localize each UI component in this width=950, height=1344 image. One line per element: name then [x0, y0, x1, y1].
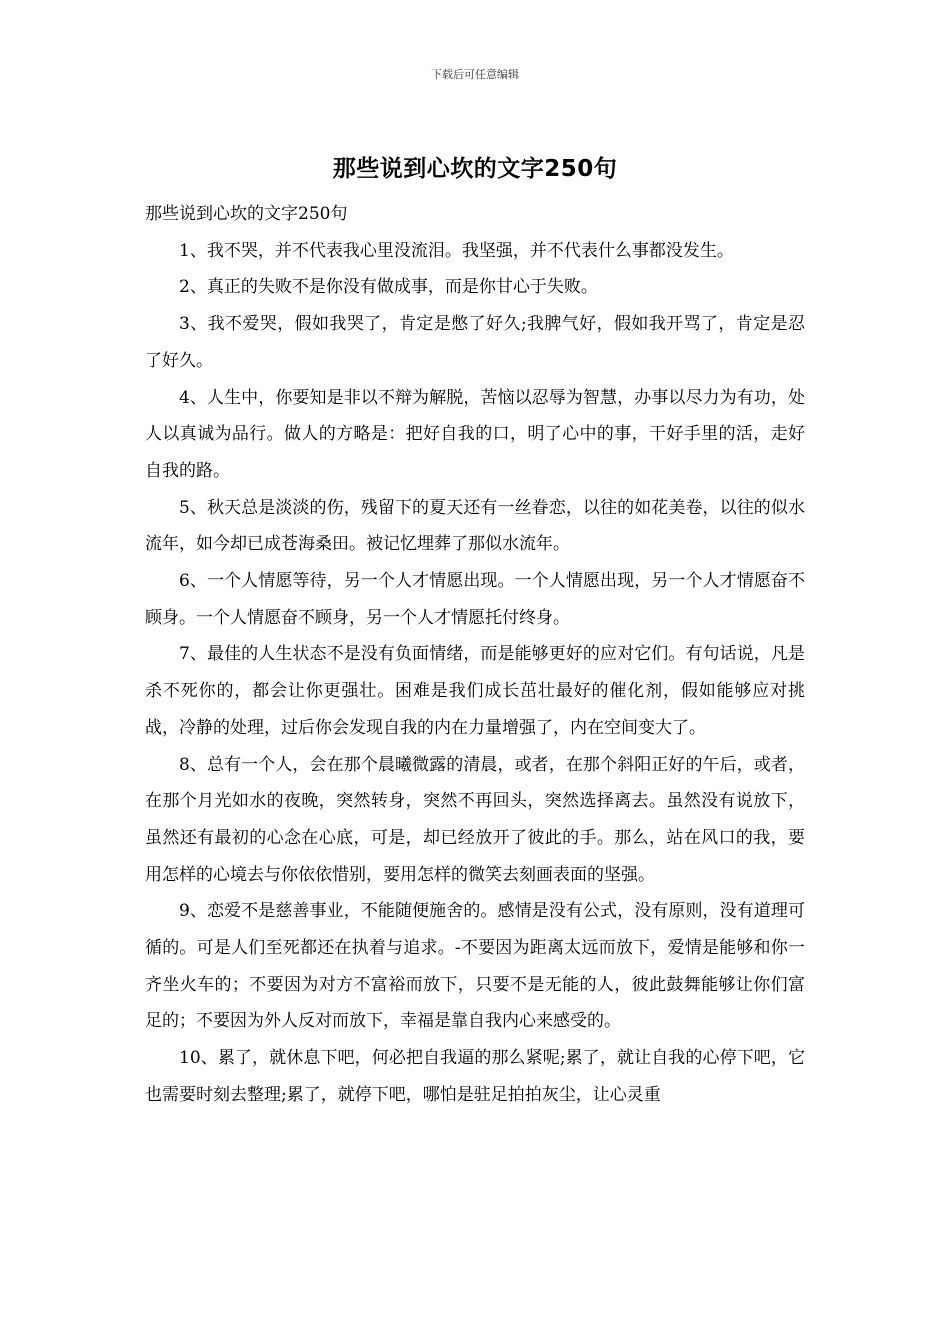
- paragraph: 4、人生中，你要知是非以不辩为解脱，苦恼以忍辱为智慧，办事以尽力为有功，处人以真诚为品行。做人的方略是：把好自我的口，明了心中的事，干好手里的活，走好自我的路。: [145, 387, 805, 481]
- paragraph: 7、最佳的人生状态不是没有负面情绪，而是能够更好的应对它们。有句话说，凡是杀不死你的，都会让你更强壮。困难是我们成长茁壮最好的催化剂，假如能够应对挑战，冷静的处理，过后你会发现自我的内在力量增强了，内在空间变大了。: [145, 644, 805, 738]
- paragraph: 5、秋天总是淡淡的伤，残留下的夏天还有一丝眷恋，以往的如花美卷，以往的似水流年，如今却已成苍海桑田。被记忆埋葬了那似水流年。: [145, 497, 805, 555]
- paragraph: 6、一个人情愿等待，另一个人才情愿出现。一个人情愿出现，另一个人才情愿奋不顾身。一个人情愿奋不顾身，另一个人才情愿托付终身。: [145, 571, 805, 628]
- paragraph: 9、恋爱不是慈善事业，不能随便施舍的。感情是没有公式，没有原则，没有道理可循的。可是人们至死都还在执着与追求。-不要因为距离太远而放下，爱情是能够和你一齐坐火车的；不要因为对方不富裕而放下，只要不是无能的人，彼此鼓舞能够让你们富足的；不要因为外人反对而放下，幸福是靠自我内心来感受的。: [145, 901, 805, 1032]
- subtitle-line: 那些说到心坎的文字250句: [145, 204, 348, 224]
- paragraph: 3、我不爱哭，假如我哭了，肯定是憋了好久;我脾气好，假如我开骂了，肯定是忍了好久。: [145, 314, 805, 371]
- paragraph: 10、累了，就休息下吧，何必把自我逼的那么紧呢;累了，就让自我的心停下吧，它也需要时刻去整理;累了，就停下吧，哪怕是驻足拍拍灰尘，让心灵重: [145, 1048, 805, 1105]
- document-body: [145, 196, 805, 1114]
- paragraph: 8、总有一个人，会在那个晨曦微露的清晨，或者，在那个斜阳正好的午后，或者，在那个月光如水的夜晚，突然转身，突然不再回头，突然选择离去。虽然没有说放下，虽然还有最初的心念在心底，可是，却已经放开了彼此的手。那么，站在风口的我，要用怎样的心境去与你依依惜别，要用怎样的微笑去刻画表面的坚强。: [145, 754, 805, 885]
- paragraph: 2、真正的失败不是你没有做成事，而是你甘心于失败。: [179, 277, 598, 298]
- header-note: 下载后可任意编辑: [431, 68, 519, 81]
- page-title: 那些说到心坎的文字250句: [332, 156, 618, 182]
- paragraph: 1、我不哭，并不代表我心里没流泪。我坚强，并不代表什么事都没发生。: [179, 240, 734, 261]
